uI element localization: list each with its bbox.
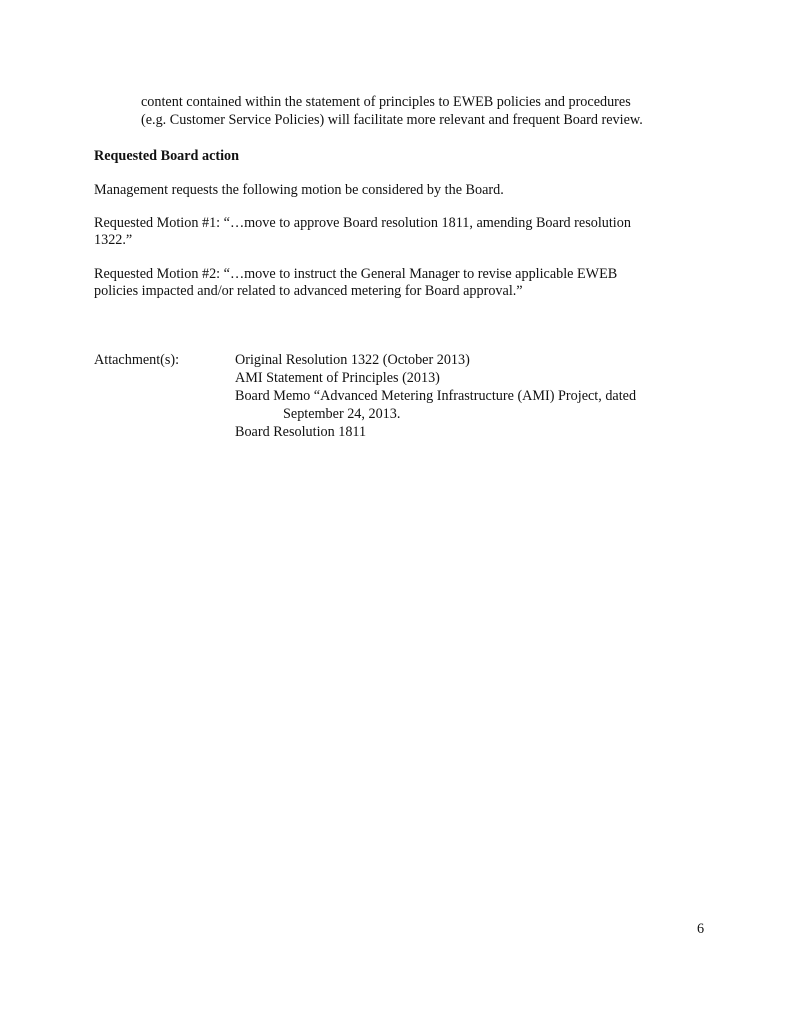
attachment-item: AMI Statement of Principles (2013) — [235, 370, 440, 386]
motion-1-line-2: 1322.” — [94, 232, 133, 248]
attachment-item: Board Memo “Advanced Metering Infrastructure (AMI) Project, dated — [235, 388, 637, 404]
section-heading: Requested Board action — [94, 148, 240, 164]
motion-2-line-2: policies impacted and/or related to advanced metering for Board approval.” — [94, 283, 523, 299]
attachment-item: Original Resolution 1322 (October 2013) — [235, 352, 470, 368]
page-number: 6 — [697, 921, 705, 937]
attachments-label: Attachment(s): — [94, 352, 180, 368]
continuation-line-1: content contained within the statement of principles to EWEB policies and procedures — [141, 94, 631, 110]
motion-1-line-1: Requested Motion #1: “…move to approve Board resolution 1811, amending Board resolution — [94, 215, 631, 231]
intro-paragraph: Management requests the following motion be considered by the Board. — [94, 182, 504, 198]
motion-2-line-1: Requested Motion #2: “…move to instruct the General Manager to revise applicable EWEB — [94, 266, 618, 282]
continuation-line-2: (e.g. Customer Service Policies) will facilitate more relevant and frequent Board review. — [141, 112, 643, 128]
attachment-item: Board Resolution 1811 — [235, 424, 367, 440]
attachment-item: September 24, 2013. — [283, 406, 401, 422]
